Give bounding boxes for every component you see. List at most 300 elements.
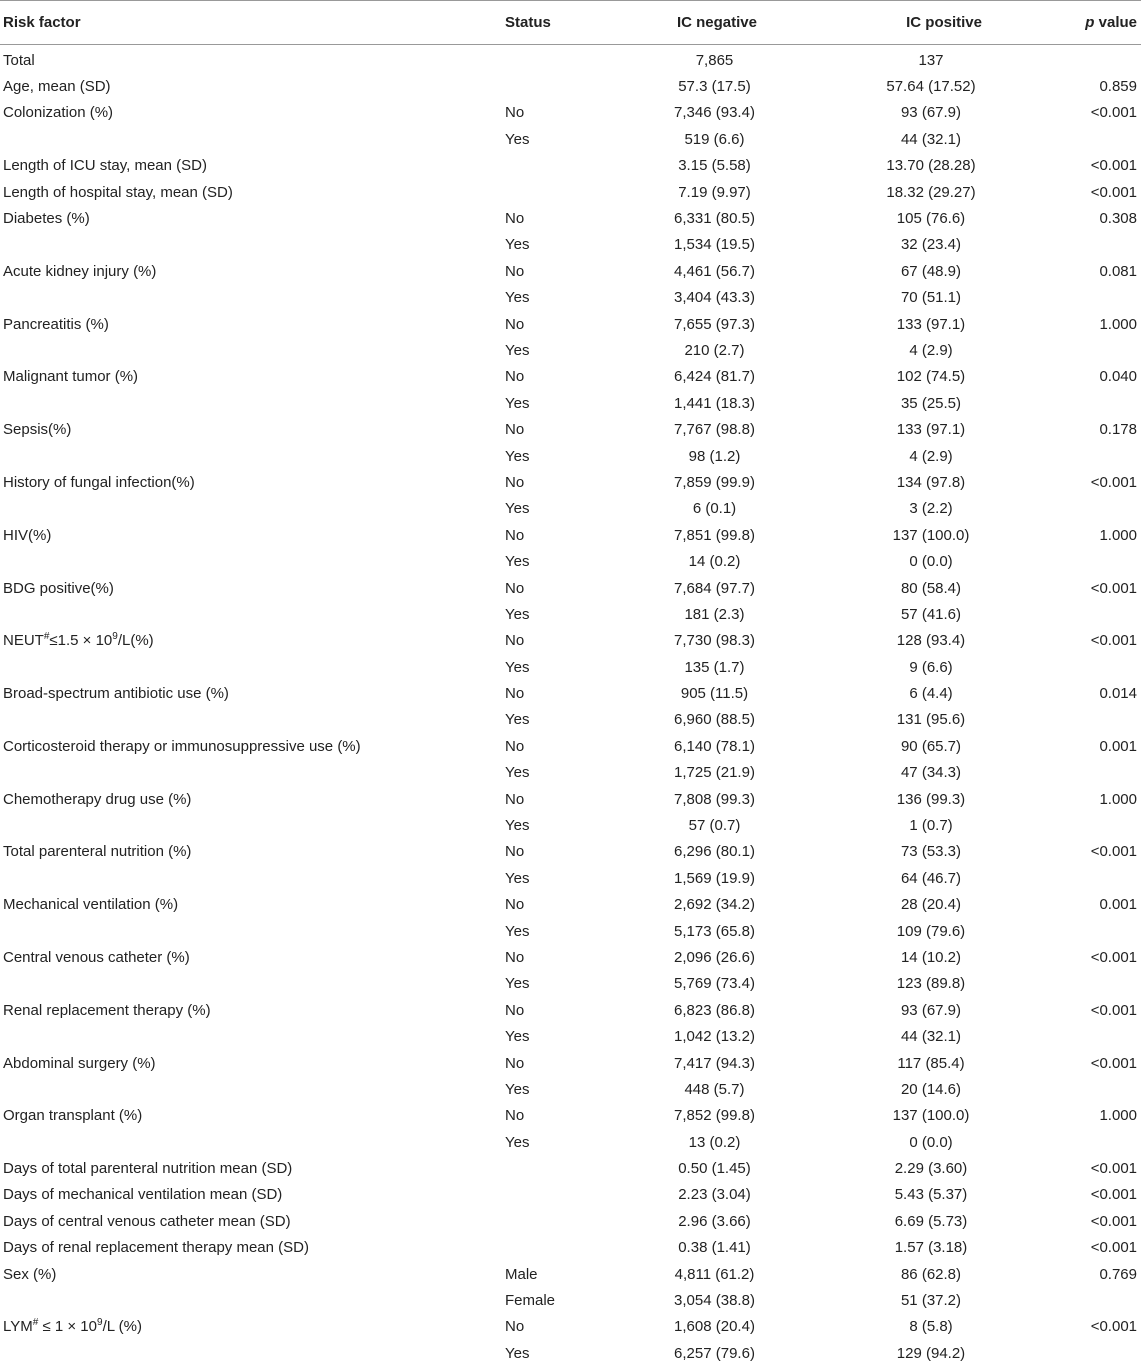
status-cell: No (505, 315, 525, 333)
ic-positive-cell: 0 (0.0) (909, 1133, 953, 1151)
risk-factor-cell: Colonization (%) (3, 104, 114, 122)
ic-positive-cell: 137 (918, 51, 944, 69)
table-row (0, 654, 1141, 680)
status-cell: Yes (505, 1028, 530, 1046)
risk-factor-cell: Acute kidney injury (%) (3, 262, 157, 280)
ic-negative-cell: 7.19 (9.97) (678, 183, 751, 201)
ic-negative-cell: 519 (6.6) (684, 130, 745, 148)
table-row (0, 469, 1141, 495)
p-value-cell (1045, 707, 1141, 733)
p-value-cell (1045, 812, 1141, 838)
ic-positive-cell: 57 (41.6) (900, 605, 962, 623)
factor-part: /L (%) (102, 1318, 143, 1336)
ic-positive-cell: 14 (10.2) (900, 948, 962, 966)
status-cell: No (505, 210, 525, 228)
ic-negative-cell: 6,960 (88.5) (674, 711, 755, 729)
p-value-cell (1045, 285, 1141, 311)
ic-positive-cell: 6.69 (5.73) (894, 1212, 968, 1230)
status-cell: Yes (505, 394, 530, 412)
table-row (0, 100, 1141, 126)
table-row (0, 680, 1141, 706)
table-row (0, 311, 1141, 337)
ic-negative-cell: 7,851 (99.8) (674, 526, 755, 544)
risk-factor-cell: Days of mechanical ventilation mean (SD) (3, 1186, 283, 1204)
ic-negative-cell: 0.38 (1.41) (678, 1239, 751, 1257)
ic-negative-cell: 6 (0.1) (692, 500, 737, 518)
risk-factor-cell (0, 232, 500, 258)
status-cell (500, 45, 612, 74)
status-cell: No (505, 1001, 525, 1019)
ic-positive-cell: 5.43 (5.37) (894, 1186, 968, 1204)
ic-positive-cell: 1 (0.7) (909, 817, 953, 835)
ic-positive-cell: 3 (2.2) (909, 500, 953, 518)
status-cell: Yes (505, 764, 530, 782)
status-cell: Yes (505, 289, 530, 307)
risk-factor-cell: HIV(%) (3, 526, 52, 544)
table-row (0, 45, 1141, 74)
ic-negative-cell: 7,730 (98.3) (674, 632, 755, 650)
status-cell: Yes (505, 711, 530, 729)
table-row (0, 760, 1141, 786)
p-value-cell: <0.001 (1090, 157, 1137, 175)
ic-positive-cell: 20 (14.6) (900, 1080, 962, 1098)
table-row (0, 496, 1141, 522)
ic-negative-cell: 1,534 (19.5) (674, 236, 755, 254)
p-value-cell (1045, 1340, 1141, 1366)
status-cell: Yes (505, 1344, 530, 1362)
status-cell: No (505, 262, 525, 280)
ic-positive-cell: 123 (89.8) (896, 975, 966, 993)
status-cell: No (505, 104, 525, 122)
table-row (0, 285, 1141, 311)
p-value-cell (1045, 1287, 1141, 1313)
table-row (0, 364, 1141, 390)
ic-positive-cell: 35 (25.5) (900, 394, 962, 412)
p-value-cell (1045, 971, 1141, 997)
ic-positive-cell: 1.57 (3.18) (894, 1239, 968, 1257)
status-cell: Yes (505, 869, 530, 887)
ic-positive-cell: 44 (32.1) (900, 130, 962, 148)
p-value-cell (1045, 1076, 1141, 1102)
p-value-cell (1045, 390, 1141, 416)
p-value-cell: <0.001 (1090, 1318, 1137, 1336)
ic-positive-cell: 133 (97.1) (896, 421, 966, 439)
status-cell (500, 1182, 612, 1208)
ic-positive-cell: 57.64 (17.52) (886, 78, 976, 96)
p-value-cell: <0.001 (1090, 183, 1137, 201)
risk-factor-cell: Days of renal replacement therapy mean (SD) (3, 1239, 309, 1257)
ic-positive-cell: 90 (65.7) (900, 737, 962, 755)
ic-negative-cell: 7,346 (93.4) (674, 104, 755, 122)
status-cell: No (505, 368, 525, 386)
factor-part: /L(%) (117, 632, 154, 650)
risk-factor-cell: Organ transplant (%) (3, 1107, 143, 1125)
risk-factor-cell: Total parenteral nutrition (%) (3, 843, 192, 861)
risk-factor-cell: Pancreatitis (%) (3, 315, 109, 333)
ic-positive-cell: 128 (93.4) (896, 632, 966, 650)
table-row (0, 812, 1141, 838)
factor-part: NEUT (3, 632, 44, 650)
ic-positive-cell: 80 (58.4) (900, 579, 962, 597)
risk-factor-cell (0, 390, 500, 416)
ic-positive-cell: 105 (76.6) (896, 210, 966, 228)
ic-positive-cell: 109 (79.6) (896, 922, 966, 940)
ic-negative-cell: 135 (1.7) (684, 658, 745, 676)
table-row (0, 522, 1141, 548)
ic-negative-cell: 5,769 (73.4) (674, 975, 755, 993)
status-cell: Yes (505, 236, 530, 254)
ic-positive-cell: 129 (94.2) (896, 1344, 966, 1362)
p-value-cell: 0.001 (1099, 737, 1137, 755)
table-row (0, 575, 1141, 601)
p-value-cell: <0.001 (1090, 948, 1137, 966)
risk-factor-cell: Mechanical ventilation (%) (3, 896, 179, 914)
risk-factor-cell (0, 1023, 500, 1049)
ic-negative-cell: 7,684 (97.7) (674, 579, 755, 597)
ic-negative-cell: 6,140 (78.1) (674, 737, 755, 755)
ic-positive-cell: 133 (97.1) (896, 315, 966, 333)
p-value-cell: 0.040 (1099, 368, 1137, 386)
p-value-cell (1045, 126, 1141, 152)
p-value-cell: <0.001 (1090, 579, 1137, 597)
table-row (0, 1129, 1141, 1155)
ic-positive-cell: 136 (99.3) (896, 790, 966, 808)
ic-positive-cell: 47 (34.3) (900, 764, 962, 782)
ic-negative-cell: 1,608 (20.4) (674, 1318, 755, 1336)
ic-positive-cell: 93 (67.9) (900, 1001, 962, 1019)
table-row (0, 1340, 1141, 1366)
header-p-value (1045, 1, 1141, 45)
header-ic-negative: IC negative (612, 1, 817, 45)
risk-factor-cell: Chemotherapy drug use (%) (3, 790, 192, 808)
risk-factor-cell (0, 1340, 500, 1366)
risk-factor-cell (0, 760, 500, 786)
risk-factor-cell: Central venous catheter (%) (3, 948, 190, 966)
p-value-cell: <0.001 (1090, 1054, 1137, 1072)
status-cell: Yes (505, 500, 530, 518)
ic-negative-cell: 2,692 (34.2) (674, 896, 755, 914)
table-row (0, 1182, 1141, 1208)
table-row (0, 1023, 1141, 1049)
ic-positive-cell: 137 (100.0) (892, 1107, 970, 1125)
p-value-cell: <0.001 (1090, 1239, 1137, 1257)
p-value-cell: <0.001 (1090, 632, 1137, 650)
risk-factor-cell: Length of hospital stay, mean (SD) (3, 183, 233, 201)
ic-positive-cell: 13.70 (28.28) (886, 157, 976, 175)
table-row (0, 337, 1141, 363)
status-cell: No (505, 790, 525, 808)
table-row (0, 786, 1141, 812)
ic-positive-cell: 134 (97.8) (896, 473, 966, 491)
status-cell: No (505, 632, 525, 650)
ic-negative-cell: 98 (1.2) (688, 447, 741, 465)
header-row (0, 1, 1141, 45)
ic-negative-cell: 4,461 (56.7) (674, 262, 755, 280)
table-row (0, 416, 1141, 442)
ic-negative-cell: 1,725 (21.9) (674, 764, 755, 782)
table-row (0, 153, 1141, 179)
status-cell: Male (505, 1265, 538, 1283)
p-value-cell: <0.001 (1090, 104, 1137, 122)
status-cell: No (505, 1054, 525, 1072)
ic-positive-cell: 117 (85.4) (897, 1054, 965, 1072)
ic-negative-cell: 905 (11.5) (680, 685, 749, 703)
ic-positive-cell: 102 (74.5) (896, 368, 966, 386)
table-row (0, 232, 1141, 258)
ic-negative-cell: 210 (2.7) (684, 341, 745, 359)
status-cell (500, 73, 612, 99)
ic-negative-cell: 1,441 (18.3) (674, 394, 755, 412)
p-value-cell (1045, 865, 1141, 891)
p-value-cell: 0.308 (1099, 210, 1137, 228)
table-row (0, 707, 1141, 733)
table-row (0, 918, 1141, 944)
table-row (0, 1235, 1141, 1261)
risk-factor-cell: Age, mean (SD) (3, 78, 111, 96)
table-row (0, 443, 1141, 469)
p-value-cell: 1.000 (1099, 790, 1137, 808)
ic-negative-cell: 6,424 (81.7) (674, 368, 755, 386)
risk-factor-cell: Days of central venous catheter mean (SD) (3, 1212, 291, 1230)
factor-part: LYM (3, 1318, 33, 1336)
risk-factor-cell (0, 654, 500, 680)
p-value-cell (1045, 601, 1141, 627)
p-value-cell (1045, 1129, 1141, 1155)
ic-negative-cell: 2.23 (3.04) (678, 1186, 751, 1204)
header-status: Status (500, 1, 612, 45)
ic-positive-cell: 0 (0.0) (909, 553, 953, 571)
ic-positive-cell: 64 (46.7) (900, 869, 962, 887)
ic-negative-cell: 7,655 (97.3) (674, 315, 755, 333)
p-value-cell: 0.178 (1099, 421, 1137, 439)
ic-positive-cell: 73 (53.3) (900, 843, 962, 861)
ic-positive-cell: 6 (4.4) (909, 685, 953, 703)
risk-factor-cell: History of fungal infection(%) (3, 473, 195, 491)
status-cell: Yes (505, 658, 530, 676)
risk-factor-cell: Broad-spectrum antibiotic use (%) (3, 685, 229, 703)
p-value-cell (1045, 443, 1141, 469)
status-cell: Yes (505, 341, 530, 359)
risk-factor-cell (0, 628, 500, 654)
risk-factor-cell (0, 707, 500, 733)
table-row (0, 205, 1141, 231)
table-row (0, 258, 1141, 284)
ic-positive-cell: 2.29 (3.60) (894, 1160, 968, 1178)
ic-negative-cell: 6,257 (79.6) (674, 1344, 755, 1362)
table-body (0, 45, 1141, 1367)
table-row (0, 1076, 1141, 1102)
risk-factor-cell: Length of ICU stay, mean (SD) (3, 157, 207, 175)
table-row (0, 628, 1141, 654)
p-value-cell (1045, 654, 1141, 680)
ic-positive-cell: 86 (62.8) (900, 1265, 962, 1283)
risk-factor-cell (0, 812, 500, 838)
table-row (0, 548, 1141, 574)
status-cell (500, 1208, 612, 1234)
risk-factor-cell (0, 337, 500, 363)
ic-negative-cell: 1,569 (19.9) (674, 869, 755, 887)
ic-positive-cell: 44 (32.1) (900, 1028, 962, 1046)
p-value-cell: 1.000 (1099, 315, 1137, 333)
status-cell: No (505, 526, 525, 544)
factor-part: ≤1.5 × 10 (49, 632, 113, 650)
ic-positive-cell: 4 (2.9) (909, 341, 953, 359)
risk-factor-cell: Sepsis(%) (3, 421, 72, 439)
p-value-cell: <0.001 (1090, 1160, 1137, 1178)
ic-negative-cell: 4,811 (61.2) (674, 1265, 755, 1283)
ic-negative-cell: 5,173 (65.8) (674, 922, 755, 940)
ic-positive-cell: 18.32 (29.27) (886, 183, 976, 201)
table-row (0, 944, 1141, 970)
ic-negative-cell: 181 (2.3) (684, 605, 745, 623)
factor-part: # (43, 631, 50, 643)
ic-negative-cell: 57 (0.7) (688, 817, 741, 835)
ic-negative-cell: 13 (0.2) (688, 1133, 741, 1151)
status-cell: No (505, 421, 525, 439)
ic-negative-cell: 1,042 (13.2) (674, 1028, 755, 1046)
header-risk-factor: Risk factor (0, 1, 500, 45)
ic-negative-cell: 3.15 (5.58) (678, 157, 751, 175)
table-row (0, 997, 1141, 1023)
ic-negative-cell: 7,852 (99.8) (674, 1107, 755, 1125)
ic-positive-cell: 32 (23.4) (900, 236, 962, 254)
ic-negative-cell: 14 (0.2) (688, 553, 741, 571)
ic-negative-cell: 2,096 (26.6) (674, 948, 755, 966)
p-value-cell: <0.001 (1090, 843, 1137, 861)
risk-factor-cell (0, 496, 500, 522)
risk-factor-cell (0, 285, 500, 311)
ic-negative-cell: 7,859 (99.9) (674, 473, 755, 491)
table-row (0, 1261, 1141, 1287)
status-cell: Female (505, 1292, 556, 1310)
ic-negative-cell: 7,865 (695, 51, 734, 69)
p-value-cell: 0.081 (1099, 262, 1137, 280)
ic-negative-cell: 6,823 (86.8) (674, 1001, 755, 1019)
status-cell: No (505, 896, 525, 914)
risk-factor-cell (0, 865, 500, 891)
risk-factor-cell: Abdominal surgery (%) (3, 1054, 156, 1072)
ic-negative-cell: 7,767 (98.8) (674, 421, 755, 439)
risk-factor-cell: Total (3, 51, 35, 69)
header-p-italic: p (1085, 14, 1095, 31)
table-row (0, 892, 1141, 918)
status-cell: Yes (505, 553, 530, 571)
status-cell: Yes (505, 817, 530, 835)
ic-positive-cell: 51 (37.2) (900, 1292, 962, 1310)
table-row (0, 733, 1141, 759)
status-cell: No (505, 579, 525, 597)
p-value-cell (1045, 496, 1141, 522)
risk-factor-cell (0, 918, 500, 944)
risk-factor-cell (0, 1129, 500, 1155)
ic-negative-cell: 3,404 (43.3) (674, 289, 755, 307)
ic-positive-cell: 70 (51.1) (900, 289, 962, 307)
table-row (0, 126, 1141, 152)
ic-positive-cell: 131 (95.6) (896, 711, 966, 729)
risk-factor-cell (0, 1314, 500, 1340)
status-cell: No (505, 948, 525, 966)
p-value-cell (1045, 232, 1141, 258)
p-value-cell: 1.000 (1099, 526, 1137, 544)
factor-part: 9 (97, 1317, 103, 1329)
ic-positive-cell: 4 (2.9) (909, 447, 953, 465)
p-value-cell: 0.014 (1099, 685, 1137, 703)
factor-part: ≤ 1 × 10 (38, 1318, 97, 1336)
p-value-cell (1045, 548, 1141, 574)
table-row (0, 73, 1141, 99)
risk-factor-cell (0, 443, 500, 469)
table-row (0, 1314, 1141, 1340)
table-row (0, 179, 1141, 205)
status-cell: Yes (505, 447, 530, 465)
factor-part: 9 (112, 631, 118, 643)
status-cell: No (505, 843, 525, 861)
risk-factor-cell (0, 971, 500, 997)
status-cell: Yes (505, 130, 530, 148)
header-p-rest: value (1094, 14, 1137, 31)
table-row (0, 390, 1141, 416)
ic-negative-cell: 3,054 (38.8) (674, 1292, 755, 1310)
p-value-cell: <0.001 (1090, 1212, 1137, 1230)
risk-factor-cell (0, 1287, 500, 1313)
ic-positive-cell: 8 (5.8) (909, 1318, 953, 1336)
risk-factor-cell (0, 548, 500, 574)
p-value-cell (1045, 45, 1141, 74)
status-cell (500, 1235, 612, 1261)
risk-factor-cell (0, 126, 500, 152)
risk-factor-cell: Malignant tumor (%) (3, 368, 139, 386)
table-row (0, 1208, 1141, 1234)
ic-negative-cell: 7,808 (99.3) (674, 790, 755, 808)
status-cell (500, 179, 612, 205)
table-row (0, 1103, 1141, 1129)
risk-factor-cell: Renal replacement therapy (%) (3, 1001, 211, 1019)
ic-positive-cell: 67 (48.9) (900, 262, 962, 280)
p-value-cell (1045, 337, 1141, 363)
status-cell (500, 1155, 612, 1181)
table-row (0, 601, 1141, 627)
p-value-cell: <0.001 (1090, 1001, 1137, 1019)
risk-factor-cell: Corticosteroid therapy or immunosuppressive use (%) (3, 737, 361, 755)
table-row (0, 971, 1141, 997)
status-cell: Yes (505, 922, 530, 940)
ic-positive-cell: 93 (67.9) (900, 104, 962, 122)
p-value-cell: <0.001 (1090, 473, 1137, 491)
risk-factor-cell: BDG positive(%) (3, 579, 114, 597)
p-value-cell: 0.001 (1099, 896, 1137, 914)
status-cell: Yes (505, 975, 530, 993)
p-value-cell: 1.000 (1099, 1107, 1137, 1125)
table-row (0, 839, 1141, 865)
status-cell: Yes (505, 605, 530, 623)
ic-negative-cell: 0.50 (1.45) (678, 1160, 751, 1178)
p-value-cell (1045, 1023, 1141, 1049)
status-cell: No (505, 473, 525, 491)
table-row (0, 1050, 1141, 1076)
p-value-cell: 0.769 (1099, 1265, 1137, 1283)
header-ic-positive: IC positive (817, 1, 1045, 45)
ic-negative-cell: 6,331 (80.5) (674, 210, 755, 228)
risk-factor-cell: Diabetes (%) (3, 210, 90, 228)
status-cell: No (505, 737, 525, 755)
ic-positive-cell: 28 (20.4) (900, 896, 962, 914)
status-cell (500, 153, 612, 179)
risk-factor-cell (0, 1076, 500, 1102)
risk-factor-cell (0, 601, 500, 627)
status-cell: No (505, 1107, 525, 1125)
table-row (0, 865, 1141, 891)
table-row (0, 1155, 1141, 1181)
